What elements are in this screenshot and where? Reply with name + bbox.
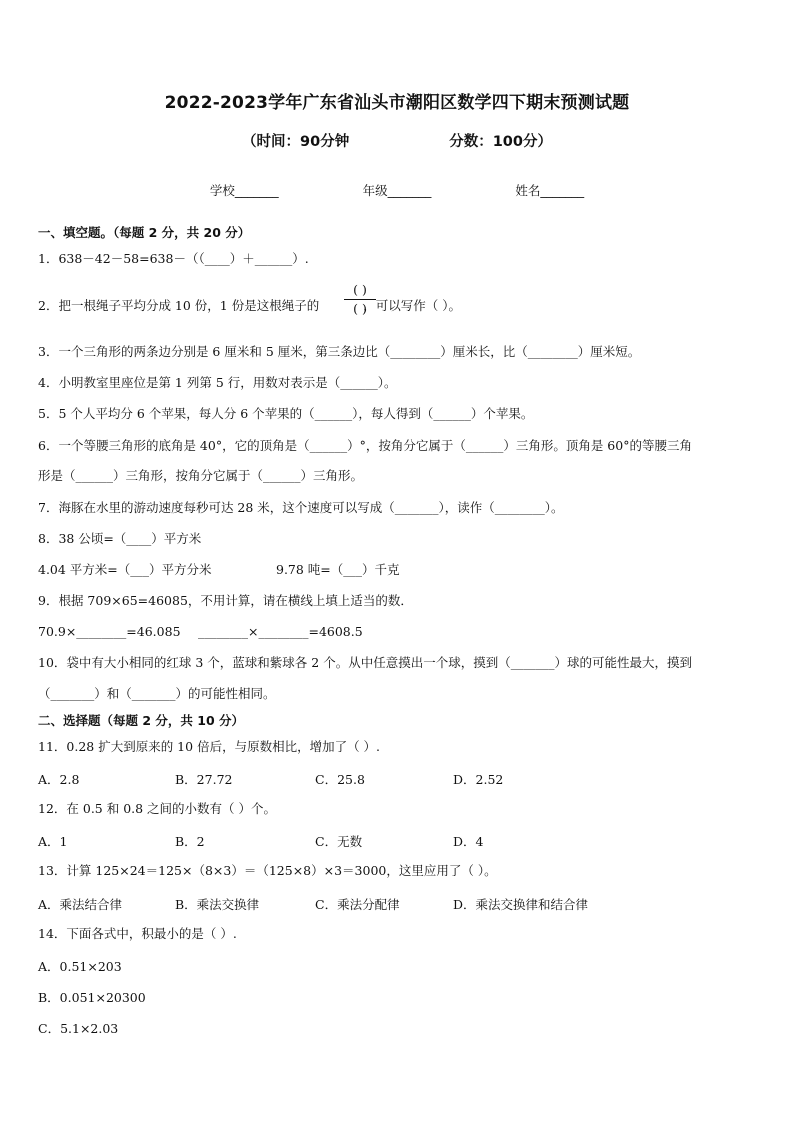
name-field[interactable]: 姓名_______ — [515, 183, 585, 198]
section1-heading: 一、填空题。（每题 2 分，共 20 分） — [38, 225, 251, 240]
fraction-denominator[interactable]: ( ) — [353, 301, 367, 316]
section2-heading: 二、选择题（每题 2 分，共 10 分） — [38, 713, 245, 728]
total-score: 分数：100分） — [449, 134, 552, 150]
question-6-line1: 6．一个等腰三角形的底角是 40°，它的顶角是（______）°，按角分它属于（______）三角形。顶角是 60°的等腰三角 — [38, 438, 692, 453]
q12-option-c[interactable]: C．无数 — [315, 834, 363, 849]
q14-option-a[interactable]: A．0.51×203 — [38, 959, 122, 974]
q13-option-b[interactable]: B．乘法交换律 — [175, 897, 260, 912]
fraction-bar — [344, 299, 376, 300]
question-9: 9．根据 709×65=46085，不用计算，请在横线上填上适当的数． — [38, 593, 413, 608]
q13-option-c[interactable]: C．乘法分配律 — [315, 897, 400, 912]
q11-option-a[interactable]: A．2.8 — [38, 772, 80, 787]
grade-field[interactable]: 年级_______ — [362, 183, 432, 198]
question-9-line2a: 70.9×________=46.085 — [38, 624, 181, 639]
q2-fraction — [340, 282, 380, 317]
page-title: 2022-2023学年广东省汕头市潮阳区数学四下期末预测试题 — [164, 93, 630, 113]
question-8-line2a: 4.04 平方米=（___）平方分米 — [38, 562, 212, 577]
question-3: 3．一个三角形的两条边分别是 6 厘米和 5 厘米，第三条边比（________）厘米长，比（________）厘米短。 — [38, 344, 641, 359]
q14-option-c[interactable]: C．5.1×2.03 — [38, 1021, 119, 1036]
question-2 — [38, 298, 461, 314]
question-11: 11．0.28 扩大到原来的 10 倍后，与原数相比，增加了（ ）. — [38, 739, 381, 754]
question-4: 4．小明教室里座位是第 1 列第 5 行，用数对表示是（______）。 — [38, 375, 397, 390]
question-10-line2: （_______）和（_______）的可能性相同。 — [38, 686, 276, 701]
question-13: 13．计算 125×24＝125×（8×3）＝（125×8）×3＝3000，这里应用了（ ）。 — [38, 863, 497, 878]
exam-meta — [0, 130, 794, 151]
fraction-numerator[interactable]: ( ) — [353, 282, 367, 297]
q11-option-d[interactable]: D．2.52 — [453, 772, 504, 787]
q13-option-d[interactable]: D．乘法交换律和结合律 — [453, 897, 589, 912]
school-field[interactable]: 学校_______ — [209, 183, 279, 198]
q12-option-b[interactable]: B．2 — [175, 834, 205, 849]
student-info — [0, 181, 794, 199]
q11-option-b[interactable]: B．27.72 — [175, 772, 233, 787]
q12-option-d[interactable]: D．4 — [453, 834, 484, 849]
question-12: 12．在 0.5 和 0.8 之间的小数有（ ）个。 — [38, 801, 277, 816]
question-6-line2: 形是（______）三角形，按角分它属于（______）三角形。 — [38, 468, 364, 483]
question-10-line1: 10．袋中有大小相同的红球 3 个，蓝球和紫球各 2 个。从中任意摸出一个球，摸到（_______）球的可能性最大，摸到 — [38, 655, 692, 670]
q13-option-a[interactable]: A．乘法结合律 — [38, 897, 123, 912]
question-7: 7．海豚在水里的游动速度每秒可达 28 米，这个速度可以写成（_______），读作（________）。 — [38, 500, 564, 515]
q12-option-a[interactable]: A．1 — [38, 834, 68, 849]
time-limit: （时间：90分钟 — [242, 134, 350, 150]
question-9-line2b: ________×________=4608.5 — [198, 624, 363, 639]
question-8-line1: 8．38 公顷=（____）平方米 — [38, 531, 202, 546]
question-1: 1．638－42－58=638－（（____）＋______）. — [38, 251, 309, 266]
q11-option-c[interactable]: C．25.8 — [315, 772, 365, 787]
question-14: 14．下面各式中，积最小的是（ ）. — [38, 926, 237, 941]
question-5: 5．5 个人平均分 6 个苹果，每人分 6 个苹果的（______），每人得到（______）个苹果。 — [38, 406, 534, 421]
q2-text-after: ，可以写作（ ）。 — [363, 298, 461, 313]
question-8-line2b: 9.78 吨=（___）千克 — [276, 562, 400, 577]
q2-text-before: 2．把一根绳子平均分成 10 份，1 份是这根绳子的 — [38, 298, 320, 313]
q14-option-b[interactable]: B．0.051×20300 — [38, 990, 146, 1005]
